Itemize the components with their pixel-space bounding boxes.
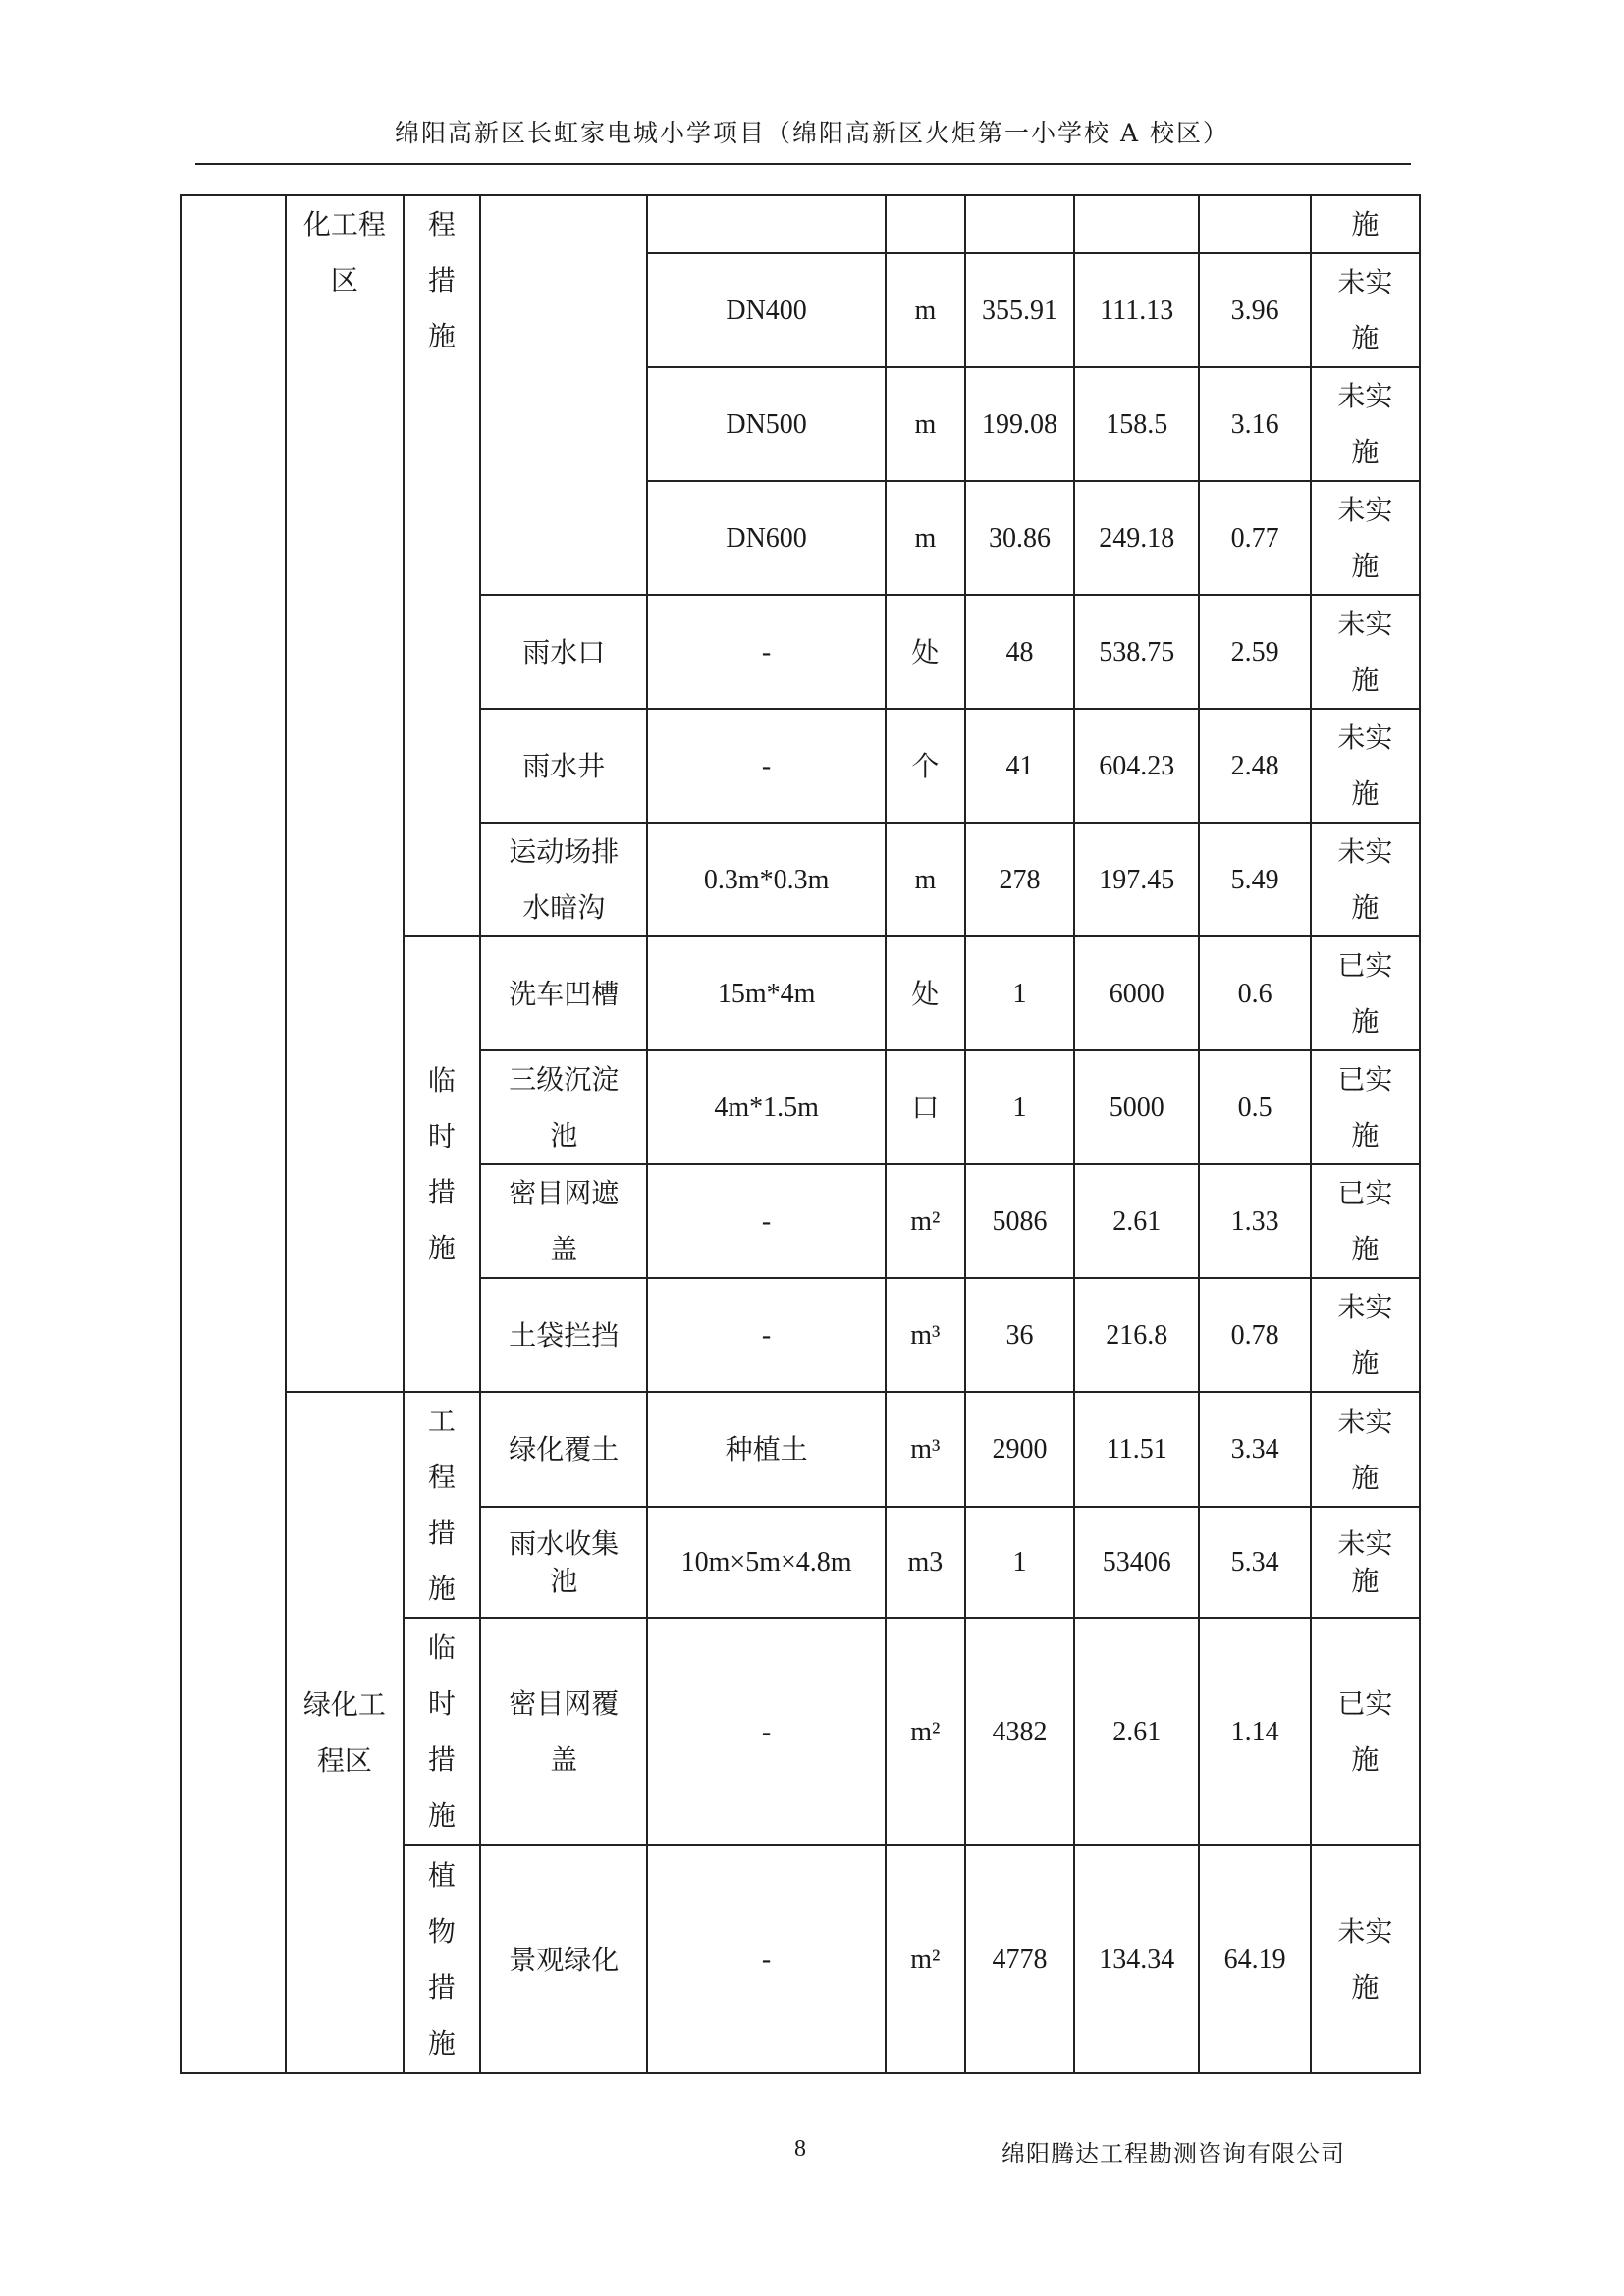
- status-cell: [1311, 1278, 1420, 1392]
- item-cell: 雨水口: [480, 595, 647, 709]
- unit-cell: m: [886, 481, 965, 595]
- method-label: 程措施: [427, 208, 456, 352]
- spec-cell: [647, 195, 886, 253]
- unit-cell: m: [886, 823, 965, 936]
- status-cell: [1311, 195, 1420, 253]
- amount-cell: 2.59: [1199, 595, 1310, 709]
- quantity-cell: 5086: [965, 1164, 1074, 1278]
- status-label: 已实施: [1337, 1687, 1393, 1776]
- item-cell: 景观绿化: [480, 1845, 647, 2073]
- amount-cell: 1.14: [1199, 1618, 1310, 1845]
- status-label: 未实施: [1337, 1915, 1393, 2003]
- spec-cell: -: [647, 1164, 886, 1278]
- spec-cell: 10m×5m×4.8m: [647, 1507, 886, 1618]
- unit-price-cell: 6000: [1074, 936, 1199, 1050]
- quantity-cell: 1: [965, 1507, 1074, 1618]
- method-cell: [404, 1845, 481, 2073]
- unit-price-cell: 2.61: [1074, 1618, 1199, 1845]
- spec-cell: 0.3m*0.3m: [647, 823, 886, 936]
- spec-cell: 种植土: [647, 1392, 886, 1507]
- status-label: 未实施: [1337, 608, 1393, 696]
- method-label: 植物措施: [427, 1859, 456, 2059]
- status-label: 已实施: [1337, 949, 1393, 1038]
- unit-cell: 口: [886, 1050, 965, 1164]
- method-label: 工程措施: [427, 1405, 456, 1605]
- unit-price-cell: 11.51: [1074, 1392, 1199, 1507]
- item-cell: [480, 1507, 647, 1618]
- quantity-cell: 199.08: [965, 367, 1074, 481]
- status-cell: [1311, 253, 1420, 367]
- quantity-cell: 4778: [965, 1845, 1074, 2073]
- spec-cell: -: [647, 709, 886, 823]
- status-cell: [1311, 1392, 1420, 1507]
- status-label: 未实施: [1337, 835, 1393, 924]
- unit-cell: m³: [886, 1278, 965, 1392]
- status-label: 施: [1351, 208, 1380, 240]
- quantity-cell: 355.91: [965, 253, 1074, 367]
- item-cell: 雨水井: [480, 709, 647, 823]
- unit-price-cell: 111.13: [1074, 253, 1199, 367]
- amount-cell: 2.48: [1199, 709, 1310, 823]
- item-cell: 绿化覆土: [480, 1392, 647, 1507]
- measures-table: [180, 194, 1421, 2074]
- unit-cell: m3: [886, 1507, 965, 1618]
- status-cell: [1311, 481, 1420, 595]
- spec-cell: -: [647, 1618, 886, 1845]
- status-cell: [1311, 367, 1420, 481]
- spec-cell: -: [647, 1278, 886, 1392]
- amount-cell: 64.19: [1199, 1845, 1310, 2073]
- amount-cell: 0.6: [1199, 936, 1310, 1050]
- zone-cell: [286, 1392, 403, 2073]
- quantity-cell: 36: [965, 1278, 1074, 1392]
- status-cell: [1311, 709, 1420, 823]
- unit-cell: 处: [886, 936, 965, 1050]
- unit-price-cell: 249.18: [1074, 481, 1199, 595]
- method-cell: [404, 1392, 481, 1618]
- quantity-cell: 1: [965, 1050, 1074, 1164]
- unit-cell: 处: [886, 595, 965, 709]
- zone-label: 绿化工程区: [302, 1688, 386, 1777]
- item-cell: 土袋拦挡: [480, 1278, 647, 1392]
- status-label: 未实施: [1337, 721, 1393, 810]
- unit-cell: m²: [886, 1618, 965, 1845]
- table-row: [181, 1392, 1420, 1507]
- unit-cell: 个: [886, 709, 965, 823]
- item-cell: [480, 195, 647, 595]
- spec-cell: -: [647, 595, 886, 709]
- quantity-cell: 4382: [965, 1618, 1074, 1845]
- status-cell: [1311, 823, 1420, 936]
- quantity-cell: 48: [965, 595, 1074, 709]
- item-cell: [480, 1164, 647, 1278]
- status-cell: [1311, 1618, 1420, 1845]
- page-header-title: 绵阳高新区长虹家电城小学项目（绵阳高新区火炬第一小学校 A 校区）: [395, 119, 1229, 147]
- status-label: 未实施: [1337, 1291, 1393, 1379]
- status-label: 未实施: [1337, 380, 1393, 468]
- company-name: 绵阳腾达工程勘测咨询有限公司: [1001, 2140, 1345, 2167]
- amount-cell: 3.34: [1199, 1392, 1310, 1507]
- method-cell: [404, 1618, 481, 1845]
- unit-price-cell: 538.75: [1074, 595, 1199, 709]
- status-label: 未实施: [1337, 266, 1393, 354]
- quantity-cell: 41: [965, 709, 1074, 823]
- unit-price-cell: 2.61: [1074, 1164, 1199, 1278]
- amount-cell: 5.34: [1199, 1507, 1310, 1618]
- unit-cell: m²: [886, 1845, 965, 2073]
- method-label: 临时措施: [427, 1064, 456, 1264]
- status-label: 已实施: [1337, 1063, 1393, 1151]
- unit-price-cell: 604.23: [1074, 709, 1199, 823]
- amount-cell: 1.33: [1199, 1164, 1310, 1278]
- status-label: 未实施: [1337, 1526, 1393, 1597]
- item-label: 密目网遮盖: [509, 1177, 620, 1265]
- unit-price-cell: [1074, 195, 1199, 253]
- status-cell: [1311, 595, 1420, 709]
- amount-cell: 0.78: [1199, 1278, 1310, 1392]
- unit-cell: m²: [886, 1164, 965, 1278]
- item-cell: [480, 1618, 647, 1845]
- amount-cell: 5.49: [1199, 823, 1310, 936]
- quantity-cell: [965, 195, 1074, 253]
- method-label: 临时措施: [427, 1631, 456, 1832]
- unit-price-cell: 158.5: [1074, 367, 1199, 481]
- amount-cell: 0.5: [1199, 1050, 1310, 1164]
- zone-label: 化工程区: [302, 208, 386, 296]
- unit-cell: m: [886, 253, 965, 367]
- unit-cell: m³: [886, 1392, 965, 1507]
- status-cell: [1311, 1507, 1420, 1618]
- item-cell: 洗车凹槽: [480, 936, 647, 1050]
- status-label: 未实施: [1337, 494, 1393, 582]
- item-cell: [480, 1050, 647, 1164]
- page-number: 8: [794, 2136, 806, 2162]
- unit-cell: [886, 195, 965, 253]
- amount-cell: 3.16: [1199, 367, 1310, 481]
- status-label: 已实施: [1337, 1177, 1393, 1265]
- unit-price-cell: 134.34: [1074, 1845, 1199, 2073]
- quantity-cell: 278: [965, 823, 1074, 936]
- item-label: 三级沉淀池: [509, 1063, 620, 1151]
- status-cell: [1311, 1845, 1420, 2073]
- header-divider: [195, 163, 1411, 165]
- item-label: 雨水收集池: [509, 1526, 620, 1597]
- unit-price-cell: 53406: [1074, 1507, 1199, 1618]
- table-row: [181, 195, 1420, 253]
- blank-category-cell: [181, 195, 286, 2073]
- spec-cell: 4m*1.5m: [647, 1050, 886, 1164]
- unit-price-cell: 216.8: [1074, 1278, 1199, 1392]
- amount-cell: [1199, 195, 1310, 253]
- spec-cell: DN600: [647, 481, 886, 595]
- status-cell: [1311, 936, 1420, 1050]
- spec-cell: -: [647, 1845, 886, 2073]
- spec-cell: 15m*4m: [647, 936, 886, 1050]
- quantity-cell: 1: [965, 936, 1074, 1050]
- method-cell: [404, 195, 481, 936]
- status-label: 未实施: [1337, 1405, 1393, 1494]
- status-cell: [1311, 1050, 1420, 1164]
- item-cell: [480, 823, 647, 936]
- item-label: 密目网覆盖: [509, 1687, 620, 1776]
- zone-cell: [286, 195, 403, 1392]
- amount-cell: 3.96: [1199, 253, 1310, 367]
- method-cell: [404, 936, 481, 1392]
- amount-cell: 0.77: [1199, 481, 1310, 595]
- spec-cell: DN400: [647, 253, 886, 367]
- status-cell: [1311, 1164, 1420, 1278]
- quantity-cell: 30.86: [965, 481, 1074, 595]
- unit-cell: m: [886, 367, 965, 481]
- unit-price-cell: 5000: [1074, 1050, 1199, 1164]
- quantity-cell: 2900: [965, 1392, 1074, 1507]
- spec-cell: DN500: [647, 367, 886, 481]
- item-label: 运动场排水暗沟: [509, 835, 620, 924]
- unit-price-cell: 197.45: [1074, 823, 1199, 936]
